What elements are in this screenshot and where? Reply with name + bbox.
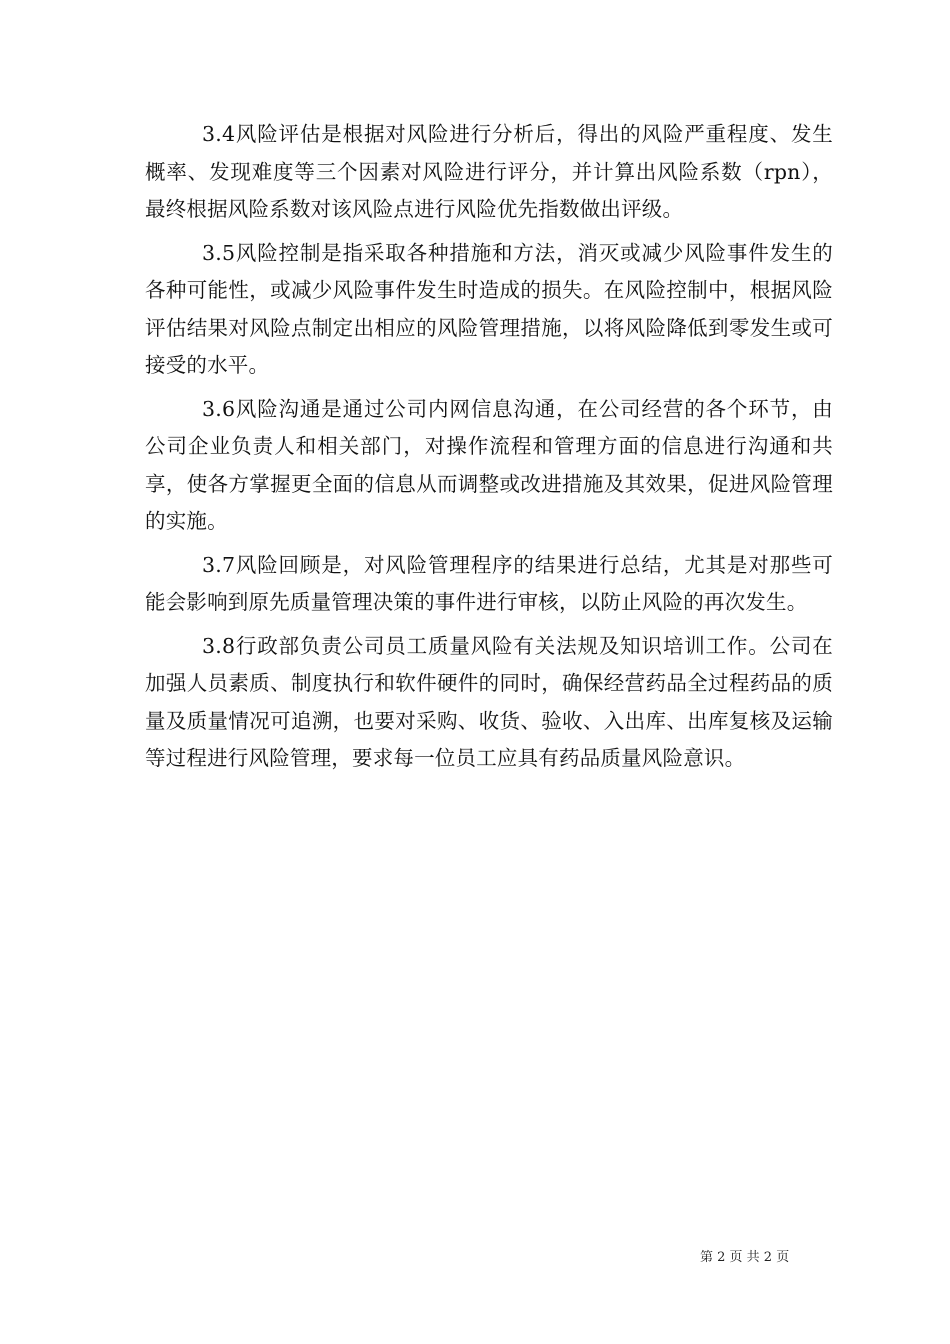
paragraph-3-6: 3.6风险沟通是通过公司内网信息沟通，在公司经营的各个环节，由公司企业负责人和相关部门，对操作流程和管理方面的信息进行沟通和共享，使各方掌握更全面的信息从而调整或改进措施及其效果，促进风险管理的实施。	[145, 396, 833, 533]
paragraph-3-8: 3.8行政部负责公司员工质量风险有关法规及知识培训工作。公司在加强人员素质、制度执行和软件硬件的同时，确保经营药品全过程药品的质量及质量情况可追溯，也要对采购、收货、验收、入出库、出库复核及运输等过程进行风险管理，要求每一位员工应具有药品质量风险意识。	[145, 633, 833, 770]
paragraph-3-5: 3.5风险控制是指采取各种措施和方法，消灭或减少风险事件发生的各种可能性，或减少风险事件发生时造成的损失。在风险控制中，根据风险评估结果对风险点制定出相应的风险管理措施，以将风险降低到零发生或可接受的水平。	[145, 240, 833, 377]
body-text	[145, 116, 833, 784]
paragraph-3-4: 3.4风险评估是根据对风险进行分析后，得出的风险严重程度、发生概率、发现难度等三个因素对风险进行评分，并计算出风险系数（rpn），最终根据风险系数对该风险点进行风险优先指数做出评级。	[145, 122, 833, 221]
paragraph-3-7: 3.7风险回顾是，对风险管理程序的结果进行总结，尤其是对那些可能会影响到原先质量管理决策的事件进行审核，以防止风险的再次发生。	[145, 552, 833, 614]
page-number-footer: 第 2 页 共 2 页	[700, 1250, 790, 1265]
